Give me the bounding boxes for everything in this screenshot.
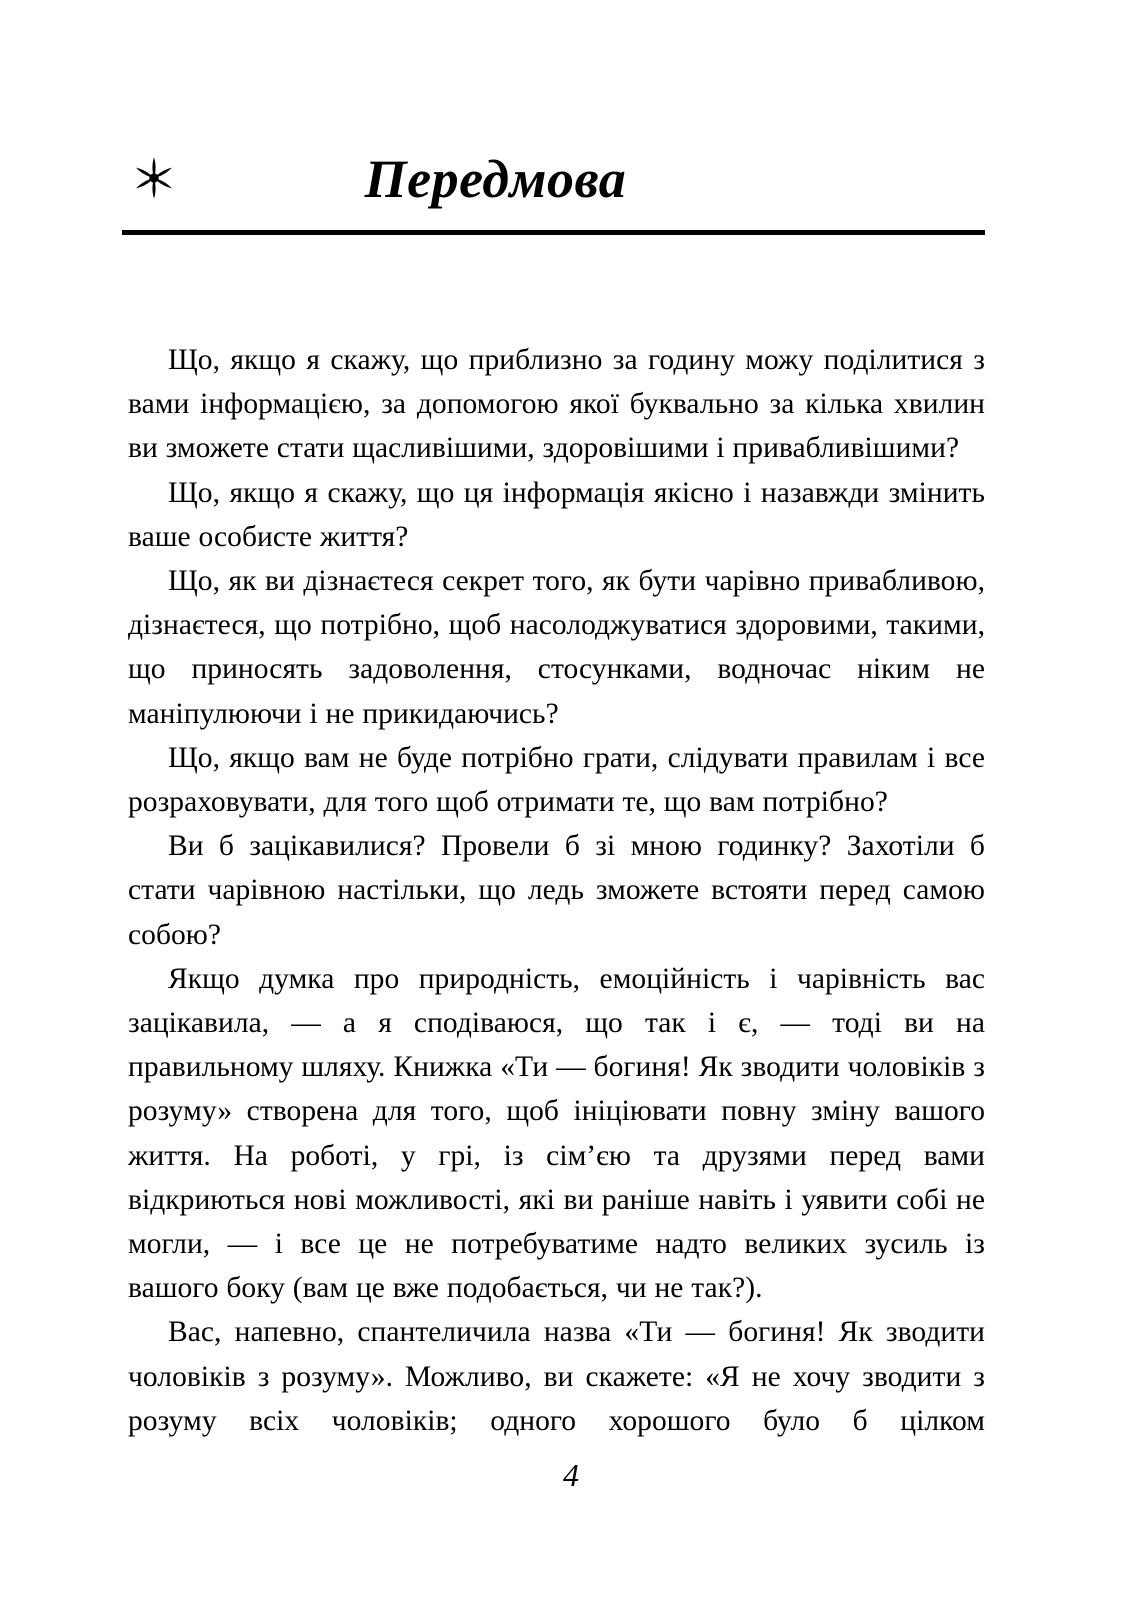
paragraph: Якщо думка про природність, емоційність і чарівність вас зацікавила, — а я сподіваюся, що так і є, — тоді ви на правильному шляху. Книжка «Ти — богиня! Як зводити чоловіків з розуму» створена для того, щоб ініціювати повну зміну вашого життя. На роботі, у грі, із сім’єю та друзями перед вами відкриються нові можливості, які ви раніше навіть і уявити собі не могли, — і все це не потребуватиме надто великих зусиль із вашого боку (вам це вже подобається, чи не так?).	[128, 962, 985, 1305]
chapter-header	[122, 140, 985, 236]
paragraph: Що, як ви дізнаєтеся секрет того, як бути чарівно привабливою, дізнаєтеся, що потрібно, щоб насолоджуватися здоровими, такими, що приносять задоволення, стосунками, водночас ніким не маніпулюючи і не прикидаючись?	[128, 565, 985, 730]
page-number: 4	[563, 1457, 579, 1493]
paragraph: Що, якщо вам не буде потрібно грати, слідувати правилам і все розраховувати, для того щоб отримати те, що вам потрібно?	[128, 741, 985, 819]
paragraph: Що, якщо я скажу, що приблизно за годину можу поділитися з вами інформацією, за допомогою якої буквально за кілька хвилин ви зможете стати щасливішими, здоровішими і привабливішими?	[128, 344, 985, 465]
paragraph: Вас, напевно, спантеличила назва «Ти — богиня! Як зводити чоловіків з розуму». Можливо, ви скажете: «Я не хочу зводити з розуму всіх чоловіків; одного хорошого було б цілком	[128, 1316, 985, 1437]
paragraph: Ви б зацікавилися? Провели б зі мною годинку? Захотіли б стати чарівною настільки, що ледь зможете встояти перед самою собою?	[128, 830, 985, 951]
header-divider	[122, 230, 985, 235]
page-title: Передмова	[364, 149, 627, 209]
body-text	[128, 338, 985, 1487]
paragraph: Що, якщо я скажу, що ця інформація якісно і назавжди змінить ваше особисте життя?	[128, 476, 985, 553]
